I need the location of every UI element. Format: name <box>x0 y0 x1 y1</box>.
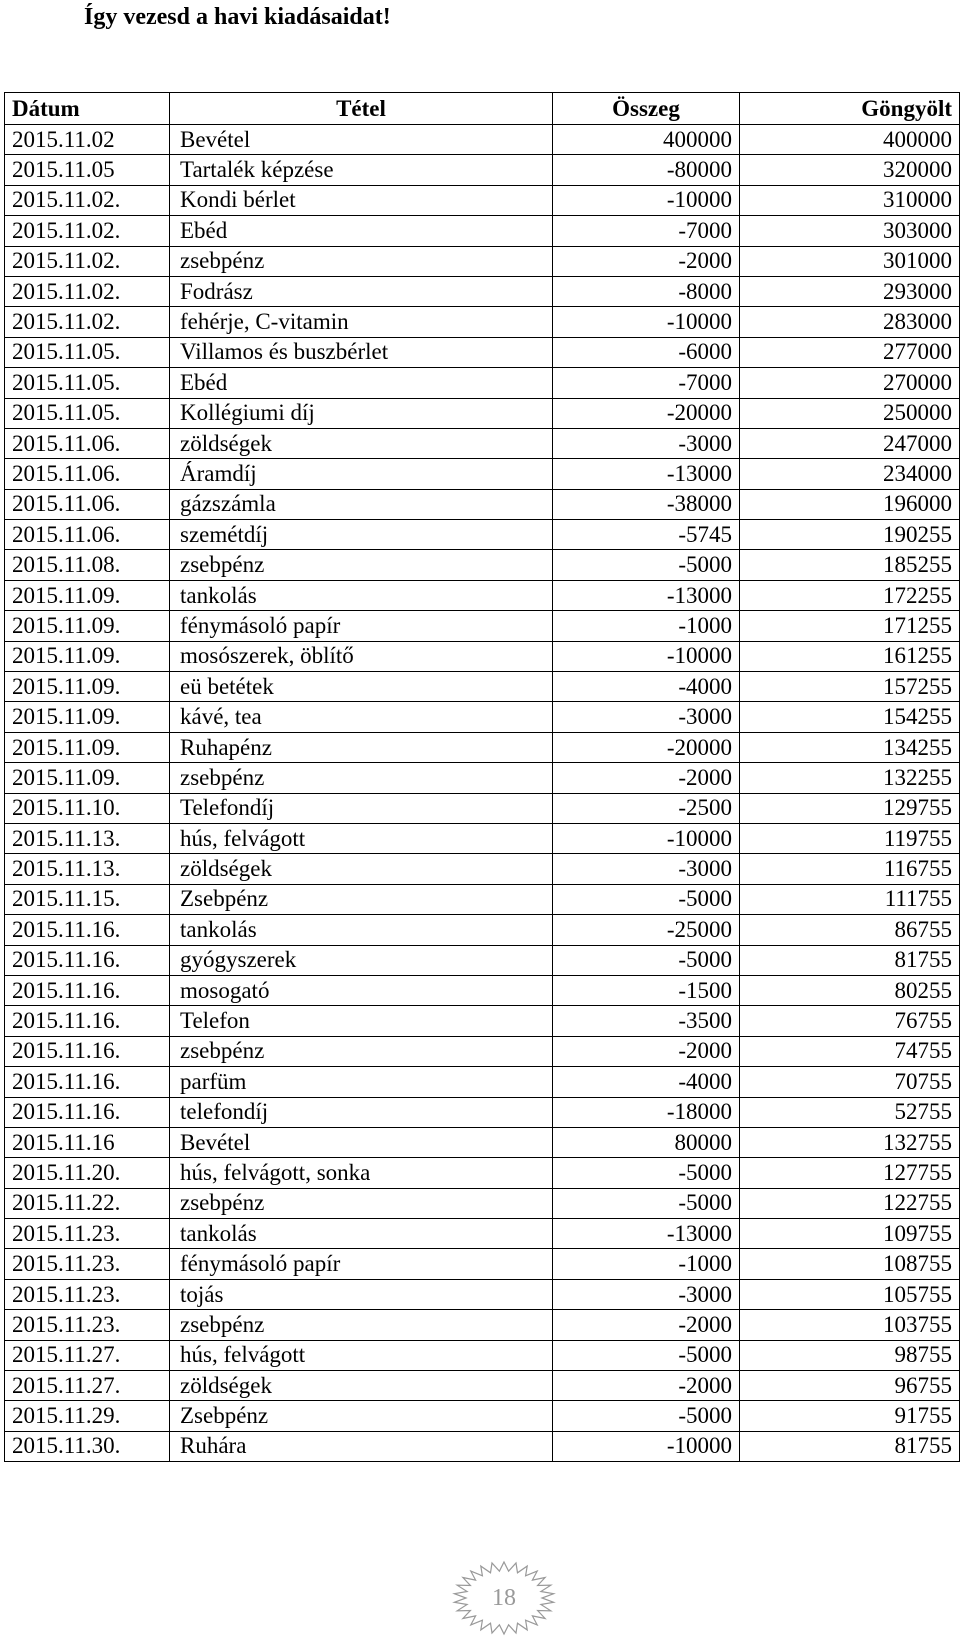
cell-balance: 400000 <box>740 125 960 155</box>
table-row <box>5 246 960 276</box>
cell-date: 2015.11.05. <box>5 368 170 398</box>
cell-amount: -1000 <box>553 1249 740 1279</box>
table-row <box>5 823 960 853</box>
table-row <box>5 1279 960 1309</box>
cell-balance: 132255 <box>740 763 960 793</box>
cell-balance: 81755 <box>740 945 960 975</box>
cell-item: fehérje, C-vitamin <box>170 307 553 337</box>
cell-balance: 91755 <box>740 1401 960 1431</box>
cell-balance: 122755 <box>740 1188 960 1218</box>
cell-date: 2015.11.05. <box>5 337 170 367</box>
table-row <box>5 611 960 641</box>
cell-balance: 247000 <box>740 428 960 458</box>
table-row <box>5 580 960 610</box>
cell-item: hús, felvágott <box>170 823 553 853</box>
cell-balance: 277000 <box>740 337 960 367</box>
cell-amount: -13000 <box>553 580 740 610</box>
table-row <box>5 641 960 671</box>
cell-item: Telefondíj <box>170 793 553 823</box>
cell-balance: 81755 <box>740 1431 960 1461</box>
cell-date: 2015.11.09. <box>5 732 170 762</box>
cell-item: hús, felvágott <box>170 1340 553 1370</box>
cell-amount: -2000 <box>553 763 740 793</box>
table-row <box>5 1006 960 1036</box>
table-row <box>5 459 960 489</box>
cell-date: 2015.11.20. <box>5 1158 170 1188</box>
cell-balance: 303000 <box>740 216 960 246</box>
cell-item: Bevétel <box>170 1127 553 1157</box>
cell-balance: 132755 <box>740 1127 960 1157</box>
cell-amount: -6000 <box>553 337 740 367</box>
table-row <box>5 884 960 914</box>
cell-amount: -3000 <box>553 854 740 884</box>
cell-balance: 70755 <box>740 1067 960 1097</box>
cell-date: 2015.11.16. <box>5 1097 170 1127</box>
cell-item: Kollégiumi díj <box>170 398 553 428</box>
cell-amount: -3000 <box>553 1279 740 1309</box>
cell-balance: 283000 <box>740 307 960 337</box>
cell-amount: -10000 <box>553 185 740 215</box>
table-row <box>5 276 960 306</box>
cell-item: szemétdíj <box>170 520 553 550</box>
cell-amount: -1500 <box>553 975 740 1005</box>
cell-item: Ebéd <box>170 368 553 398</box>
cell-amount: -5000 <box>553 884 740 914</box>
cell-date: 2015.11.22. <box>5 1188 170 1218</box>
cell-item: fénymásoló papír <box>170 611 553 641</box>
table-row <box>5 1340 960 1370</box>
cell-date: 2015.11.16. <box>5 1067 170 1097</box>
cell-amount: -2000 <box>553 1036 740 1066</box>
page-title: Így vezesd a havi kiadásaidat! <box>84 4 391 30</box>
table-row <box>5 307 960 337</box>
cell-item: zöldségek <box>170 854 553 884</box>
cell-item: Villamos és buszbérlet <box>170 337 553 367</box>
column-header-date: Dátum <box>5 93 170 125</box>
cell-item: mosószerek, öblítő <box>170 641 553 671</box>
page-number-badge <box>452 1560 556 1636</box>
cell-date: 2015.11.06. <box>5 459 170 489</box>
cell-amount: -10000 <box>553 641 740 671</box>
cell-item: Zsebpénz <box>170 1401 553 1431</box>
cell-date: 2015.11.02 <box>5 125 170 155</box>
table-row <box>5 672 960 702</box>
cell-balance: 172255 <box>740 580 960 610</box>
cell-date: 2015.11.02. <box>5 307 170 337</box>
table-row <box>5 1067 960 1097</box>
cell-amount: 400000 <box>553 125 740 155</box>
cell-amount: -5000 <box>553 945 740 975</box>
cell-amount: -3000 <box>553 702 740 732</box>
cell-date: 2015.11.23. <box>5 1249 170 1279</box>
cell-item: Fodrász <box>170 276 553 306</box>
cell-date: 2015.11.09. <box>5 641 170 671</box>
cell-date: 2015.11.27. <box>5 1340 170 1370</box>
table-row <box>5 489 960 519</box>
cell-balance: 301000 <box>740 246 960 276</box>
cell-date: 2015.11.27. <box>5 1371 170 1401</box>
cell-item: zsebpénz <box>170 550 553 580</box>
table-row <box>5 1097 960 1127</box>
cell-item: mosogató <box>170 975 553 1005</box>
expense-table <box>4 92 960 1462</box>
cell-date: 2015.11.09. <box>5 580 170 610</box>
cell-balance: 171255 <box>740 611 960 641</box>
cell-date: 2015.11.16. <box>5 915 170 945</box>
cell-balance: 52755 <box>740 1097 960 1127</box>
cell-date: 2015.11.16. <box>5 945 170 975</box>
table-row <box>5 1310 960 1340</box>
cell-item: zsebpénz <box>170 763 553 793</box>
table-row <box>5 337 960 367</box>
cell-balance: 109755 <box>740 1219 960 1249</box>
cell-date: 2015.11.09. <box>5 702 170 732</box>
column-header-amount: Összeg <box>553 93 740 125</box>
cell-date: 2015.11.23. <box>5 1310 170 1340</box>
table-row <box>5 915 960 945</box>
cell-date: 2015.11.16. <box>5 1006 170 1036</box>
cell-item: zsebpénz <box>170 1310 553 1340</box>
cell-amount: -5745 <box>553 520 740 550</box>
table-row <box>5 763 960 793</box>
cell-amount: -13000 <box>553 459 740 489</box>
cell-item: kávé, tea <box>170 702 553 732</box>
table-row <box>5 1371 960 1401</box>
cell-date: 2015.11.06. <box>5 489 170 519</box>
cell-date: 2015.11.02. <box>5 216 170 246</box>
cell-balance: 105755 <box>740 1279 960 1309</box>
cell-item: zöldségek <box>170 1371 553 1401</box>
table-row <box>5 368 960 398</box>
cell-date: 2015.11.16. <box>5 1036 170 1066</box>
cell-balance: 270000 <box>740 368 960 398</box>
cell-amount: -2500 <box>553 793 740 823</box>
cell-item: gyógyszerek <box>170 945 553 975</box>
cell-amount: -80000 <box>553 155 740 185</box>
cell-balance: 98755 <box>740 1340 960 1370</box>
table-row <box>5 125 960 155</box>
cell-date: 2015.11.05. <box>5 398 170 428</box>
cell-item: tankolás <box>170 580 553 610</box>
cell-date: 2015.11.02. <box>5 276 170 306</box>
cell-date: 2015.11.29. <box>5 1401 170 1431</box>
cell-item: Ruhára <box>170 1431 553 1461</box>
cell-balance: 293000 <box>740 276 960 306</box>
cell-balance: 127755 <box>740 1158 960 1188</box>
cell-amount: -10000 <box>553 1431 740 1461</box>
cell-balance: 74755 <box>740 1036 960 1066</box>
cell-item: zöldségek <box>170 428 553 458</box>
cell-item: eü betétek <box>170 672 553 702</box>
cell-item: tankolás <box>170 1219 553 1249</box>
cell-item: tojás <box>170 1279 553 1309</box>
table-row <box>5 1158 960 1188</box>
cell-date: 2015.11.13. <box>5 823 170 853</box>
cell-item: zsebpénz <box>170 246 553 276</box>
cell-date: 2015.11.02. <box>5 246 170 276</box>
cell-amount: -7000 <box>553 216 740 246</box>
cell-amount: -5000 <box>553 1401 740 1431</box>
cell-amount: -4000 <box>553 672 740 702</box>
cell-balance: 134255 <box>740 732 960 762</box>
cell-balance: 86755 <box>740 915 960 945</box>
cell-balance: 129755 <box>740 793 960 823</box>
cell-balance: 234000 <box>740 459 960 489</box>
table-body <box>5 125 960 1462</box>
table-row <box>5 732 960 762</box>
cell-balance: 161255 <box>740 641 960 671</box>
table-row <box>5 793 960 823</box>
cell-amount: -10000 <box>553 823 740 853</box>
table-row <box>5 1219 960 1249</box>
cell-balance: 108755 <box>740 1249 960 1279</box>
cell-date: 2015.11.16. <box>5 975 170 1005</box>
cell-date: 2015.11.23. <box>5 1219 170 1249</box>
cell-balance: 103755 <box>740 1310 960 1340</box>
cell-balance: 185255 <box>740 550 960 580</box>
table-row <box>5 975 960 1005</box>
cell-item: Telefon <box>170 1006 553 1036</box>
table-row <box>5 185 960 215</box>
cell-amount: -20000 <box>553 398 740 428</box>
cell-date: 2015.11.09. <box>5 763 170 793</box>
cell-amount: -2000 <box>553 246 740 276</box>
cell-item: Áramdíj <box>170 459 553 489</box>
cell-amount: -38000 <box>553 489 740 519</box>
table-row <box>5 1188 960 1218</box>
cell-balance: 196000 <box>740 489 960 519</box>
cell-item: gázszámla <box>170 489 553 519</box>
table-row <box>5 398 960 428</box>
page-number: 18 <box>492 1585 516 1611</box>
column-header-balance: Göngyölt <box>740 93 960 125</box>
table-row <box>5 550 960 580</box>
cell-amount: -3000 <box>553 428 740 458</box>
cell-date: 2015.11.02. <box>5 185 170 215</box>
table-row <box>5 1401 960 1431</box>
cell-amount: -2000 <box>553 1371 740 1401</box>
cell-date: 2015.11.06. <box>5 520 170 550</box>
cell-item: Kondi bérlet <box>170 185 553 215</box>
cell-date: 2015.11.15. <box>5 884 170 914</box>
cell-amount: -5000 <box>553 550 740 580</box>
cell-balance: 111755 <box>740 884 960 914</box>
cell-amount: -20000 <box>553 732 740 762</box>
cell-item: zsebpénz <box>170 1036 553 1066</box>
cell-item: Bevétel <box>170 125 553 155</box>
cell-amount: -25000 <box>553 915 740 945</box>
table-row <box>5 1127 960 1157</box>
cell-item: parfüm <box>170 1067 553 1097</box>
cell-balance: 154255 <box>740 702 960 732</box>
cell-amount: -2000 <box>553 1310 740 1340</box>
cell-date: 2015.11.13. <box>5 854 170 884</box>
cell-item: Zsebpénz <box>170 884 553 914</box>
cell-item: tankolás <box>170 915 553 945</box>
table-row <box>5 520 960 550</box>
cell-amount: -5000 <box>553 1340 740 1370</box>
cell-date: 2015.11.10. <box>5 793 170 823</box>
table-row <box>5 945 960 975</box>
cell-item: telefondíj <box>170 1097 553 1127</box>
cell-date: 2015.11.16 <box>5 1127 170 1157</box>
cell-balance: 320000 <box>740 155 960 185</box>
table-row <box>5 1036 960 1066</box>
cell-amount: 80000 <box>553 1127 740 1157</box>
column-header-item: Tétel <box>170 93 553 125</box>
table-row <box>5 854 960 884</box>
cell-item: Ruhapénz <box>170 732 553 762</box>
cell-item: zsebpénz <box>170 1188 553 1218</box>
cell-item: hús, felvágott, sonka <box>170 1158 553 1188</box>
cell-amount: -8000 <box>553 276 740 306</box>
cell-amount: -5000 <box>553 1188 740 1218</box>
cell-balance: 116755 <box>740 854 960 884</box>
cell-date: 2015.11.23. <box>5 1279 170 1309</box>
cell-amount: -5000 <box>553 1158 740 1188</box>
cell-balance: 190255 <box>740 520 960 550</box>
cell-balance: 76755 <box>740 1006 960 1036</box>
cell-amount: -1000 <box>553 611 740 641</box>
cell-date: 2015.11.05 <box>5 155 170 185</box>
cell-balance: 96755 <box>740 1371 960 1401</box>
cell-balance: 157255 <box>740 672 960 702</box>
cell-date: 2015.11.09. <box>5 672 170 702</box>
cell-balance: 250000 <box>740 398 960 428</box>
cell-balance: 80255 <box>740 975 960 1005</box>
table-row <box>5 702 960 732</box>
cell-balance: 310000 <box>740 185 960 215</box>
cell-item: Tartalék képzése <box>170 155 553 185</box>
table-header-row <box>5 93 960 125</box>
cell-amount: -18000 <box>553 1097 740 1127</box>
cell-date: 2015.11.06. <box>5 428 170 458</box>
cell-item: fénymásoló papír <box>170 1249 553 1279</box>
cell-balance: 119755 <box>740 823 960 853</box>
table-row <box>5 155 960 185</box>
cell-item: Ebéd <box>170 216 553 246</box>
cell-amount: -7000 <box>553 368 740 398</box>
table-row <box>5 1249 960 1279</box>
cell-amount: -13000 <box>553 1219 740 1249</box>
cell-date: 2015.11.08. <box>5 550 170 580</box>
cell-date: 2015.11.09. <box>5 611 170 641</box>
table-row <box>5 428 960 458</box>
cell-amount: -4000 <box>553 1067 740 1097</box>
table-row <box>5 216 960 246</box>
cell-amount: -3500 <box>553 1006 740 1036</box>
cell-date: 2015.11.30. <box>5 1431 170 1461</box>
cell-amount: -10000 <box>553 307 740 337</box>
table-row <box>5 1431 960 1461</box>
